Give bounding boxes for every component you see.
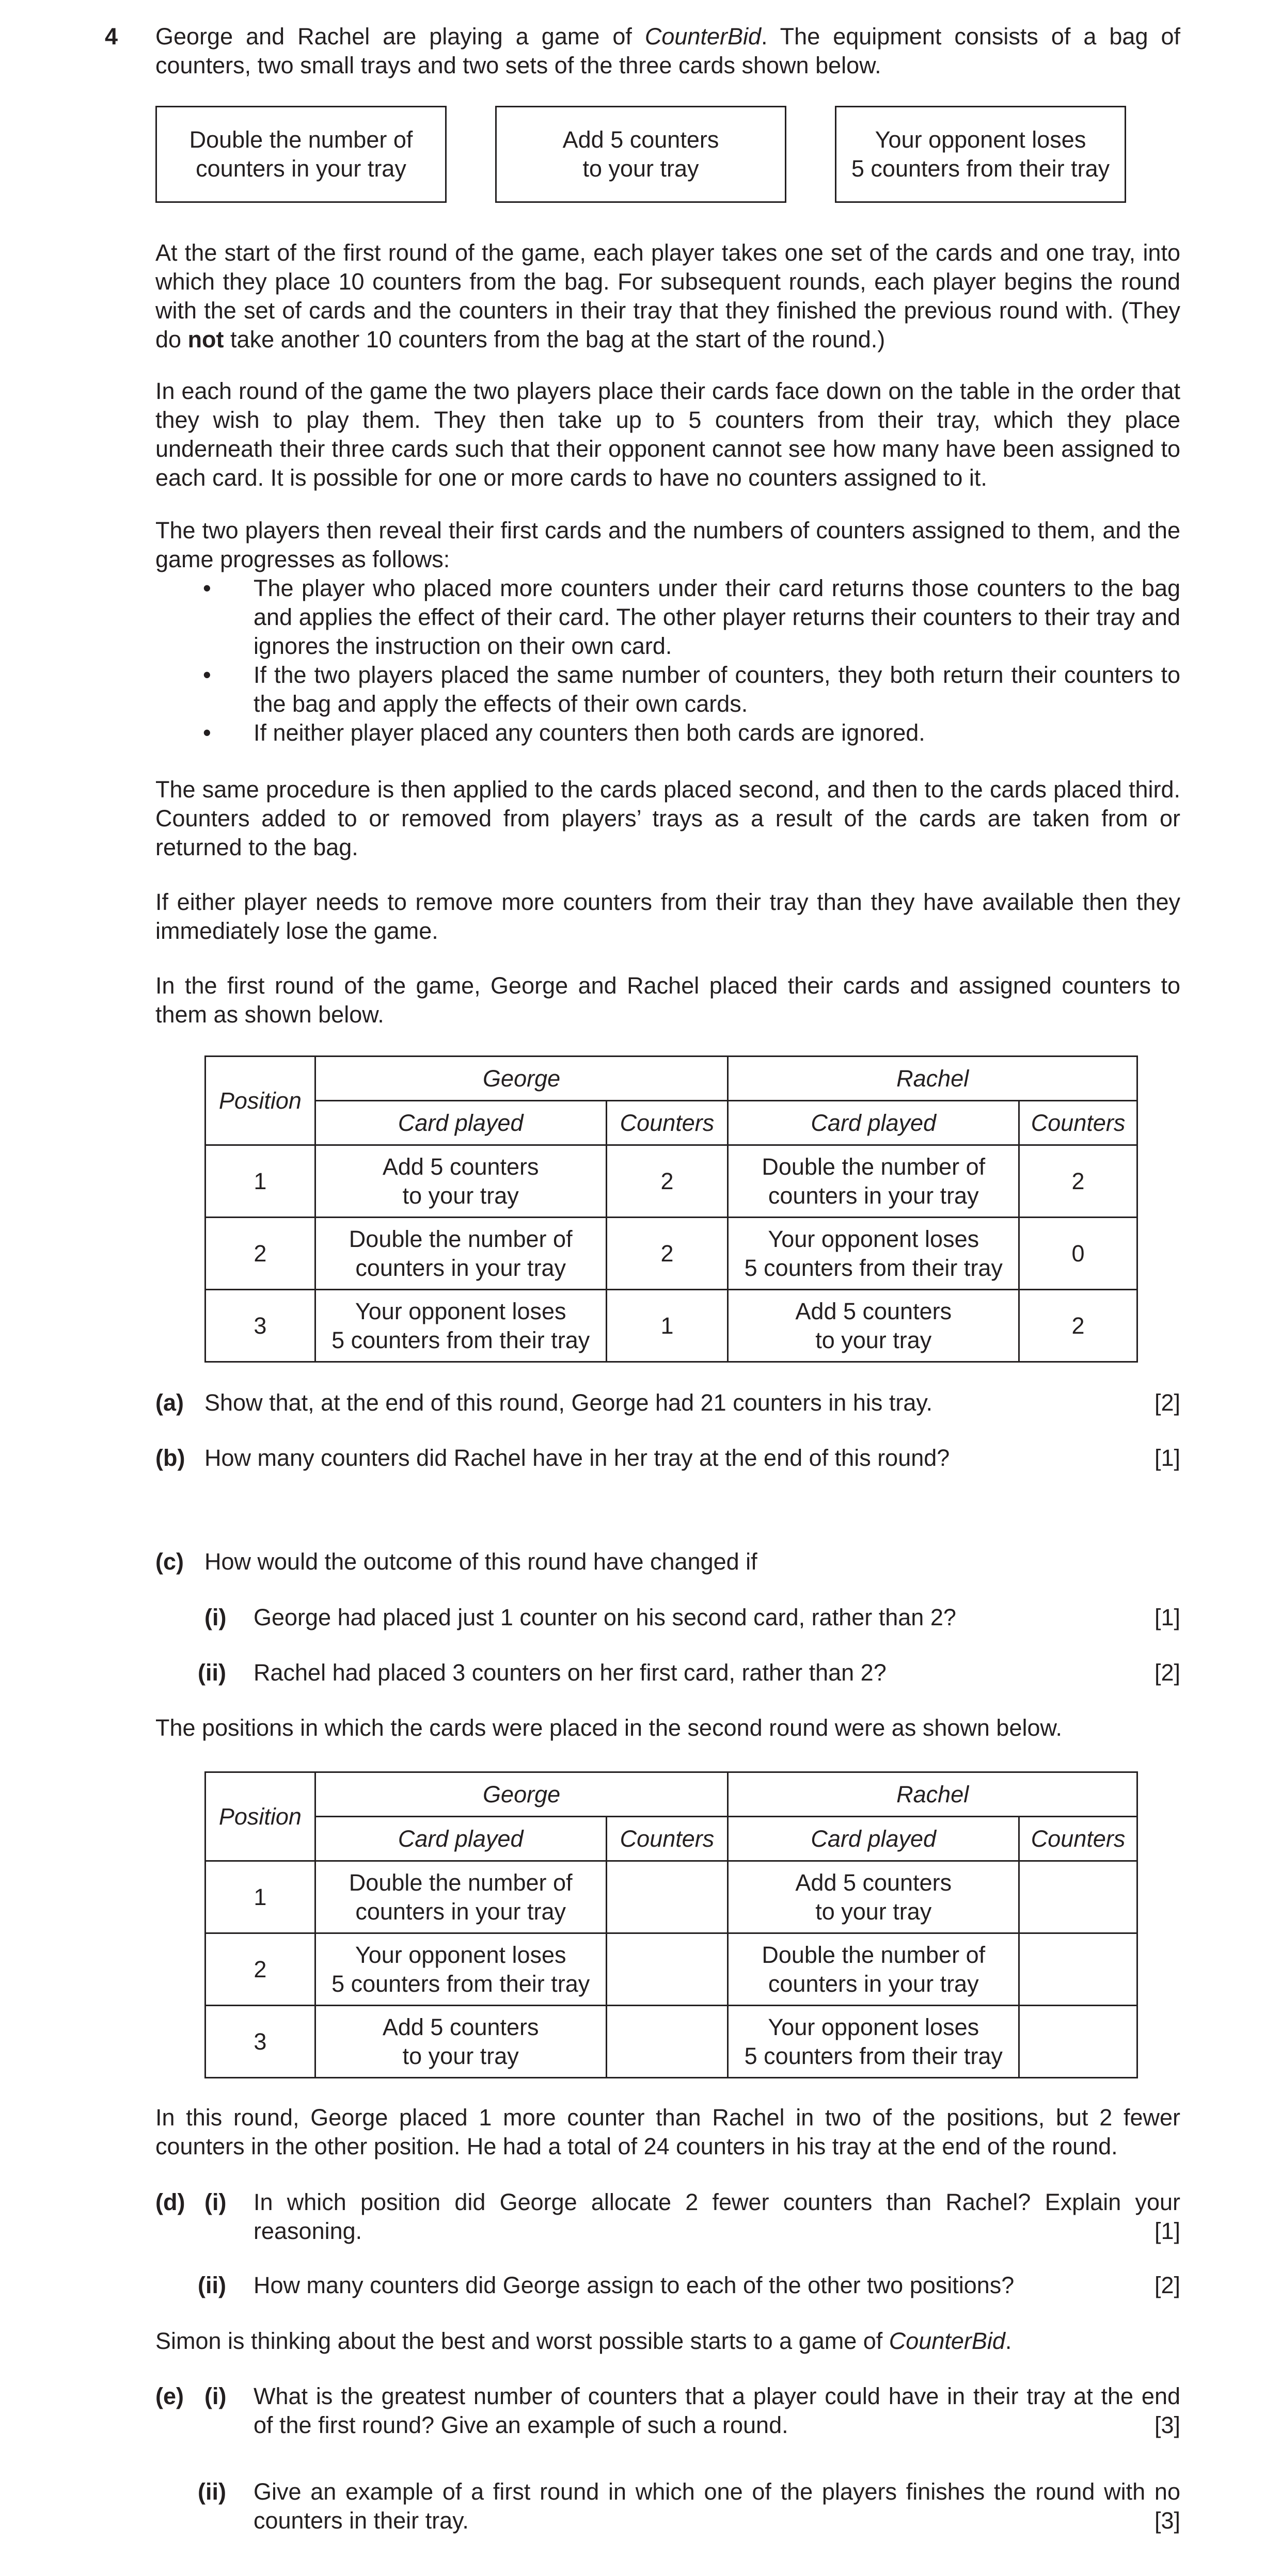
header-position: Position bbox=[205, 1772, 315, 1861]
rules-paragraph-5: If either player needs to remove more counters from their tray than they have available then they immediately lose the game. bbox=[155, 889, 1180, 944]
george-counters-cell bbox=[606, 1933, 728, 2006]
rachel-card-cell: Add 5 counters to your tray bbox=[728, 1861, 1019, 1933]
marks-label: [2] bbox=[1154, 1389, 1180, 1416]
position-cell: 1 bbox=[205, 1861, 315, 1933]
round-two-description: In this round, George placed 1 more counter than Rachel in two of the positions, but 2 fewer counters in the other position. He had a total of 24 counters in his tray at the end of the round. bbox=[155, 2104, 1180, 2159]
question-c: (c) How would the outcome of this round have changed if bbox=[155, 1548, 757, 1575]
table-row bbox=[205, 1218, 1137, 1290]
question-c-ii: (ii) Rachel had placed 3 counters on her first card, rather than 2? [2] bbox=[155, 1658, 1180, 1687]
marks-label: [3] bbox=[1154, 2412, 1180, 2438]
george-counters-cell: 1 bbox=[606, 1290, 728, 1362]
question-e-i: (e) (i) What is the greatest number of counters that a player could have in their tray at the end of the first round? Give an example of such a round. [3] bbox=[155, 2382, 1180, 2440]
header-counters: Counters bbox=[1019, 1101, 1137, 1145]
marks-label: [1] bbox=[1154, 1604, 1180, 1630]
intro-paragraph: George and Rachel are playing a game of CounterBid. The equipment consists of a bag of counters, two small trays and two sets of the three cards shown below. bbox=[155, 23, 1180, 78]
header-counters: Counters bbox=[606, 1817, 728, 1861]
card-add-five: Add 5 counters to your tray bbox=[495, 106, 786, 203]
rachel-counters-cell bbox=[1019, 1861, 1137, 1933]
header-george: George bbox=[315, 1772, 728, 1817]
round-two-table bbox=[204, 1771, 1138, 2078]
george-counters-cell: 2 bbox=[606, 1218, 728, 1290]
header-card-played: Card played bbox=[315, 1817, 606, 1861]
george-card-cell: Your opponent loses 5 counters from their tray bbox=[315, 1290, 606, 1362]
rachel-card-cell: Double the number of counters in your tray bbox=[728, 1145, 1019, 1218]
header-card-played: Card played bbox=[728, 1817, 1019, 1861]
round-one-table bbox=[204, 1055, 1138, 1363]
position-cell: 3 bbox=[205, 1290, 315, 1362]
george-card-cell: Add 5 counters to your tray bbox=[315, 2006, 606, 2078]
header-counters: Counters bbox=[1019, 1817, 1137, 1861]
george-card-cell: Double the number of counters in your tray bbox=[315, 1861, 606, 1933]
question-number: 4 bbox=[105, 23, 118, 50]
header-position: Position bbox=[205, 1057, 315, 1145]
george-card-cell: Add 5 counters to your tray bbox=[315, 1145, 606, 1218]
george-counters-cell bbox=[606, 1861, 728, 1933]
question-d-ii: (ii) How many counters did George assign to each of the other two positions? [2] bbox=[155, 2271, 1180, 2300]
rachel-counters-cell: 2 bbox=[1019, 1290, 1137, 1362]
marks-label: [1] bbox=[1154, 2218, 1180, 2244]
table-row bbox=[205, 1933, 1137, 2006]
question-c-i: (i) George had placed just 1 counter on his second card, rather than 2? [1] bbox=[155, 1603, 1180, 1632]
george-counters-cell: 2 bbox=[606, 1145, 728, 1218]
george-counters-cell bbox=[606, 2006, 728, 2078]
question-a: (a) Show that, at the end of this round, George had 21 counters in his tray. [2] bbox=[155, 1388, 1180, 1417]
position-cell: 3 bbox=[205, 2006, 315, 2078]
table-row bbox=[205, 2006, 1137, 2078]
header-rachel: Rachel bbox=[728, 1772, 1137, 1817]
marks-label: [2] bbox=[1154, 2272, 1180, 2298]
rules-paragraph-1: At the start of the first round of the game, each player takes one set of the cards and one tray, into which they place 10 counters from the bag. For subsequent rounds, each player begins the round with the set of cards and the counters in their tray that they finished the previous round with. (They do not take another 10 counters from the bag at the start of the round.) bbox=[155, 239, 1180, 353]
marks-label: [2] bbox=[1154, 1659, 1180, 1686]
position-cell: 2 bbox=[205, 1218, 315, 1290]
card-opponent-loses: Your opponent loses 5 counters from their tray bbox=[835, 106, 1126, 203]
game-name: CounterBid bbox=[889, 2328, 1005, 2354]
bullet-item: • If neither player placed any counters then both cards are ignored. bbox=[155, 718, 1180, 747]
round-two-intro: The positions in which the cards were placed in the second round were as shown below. bbox=[155, 1715, 1063, 1741]
rachel-counters-cell bbox=[1019, 2006, 1137, 2078]
header-card-played: Card played bbox=[728, 1101, 1019, 1145]
header-rachel: Rachel bbox=[728, 1057, 1137, 1101]
rachel-counters-cell bbox=[1019, 1933, 1137, 2006]
bullet-item: • If the two players placed the same number of counters, they both return their counters to the bag and apply the effects of their own cards. bbox=[155, 661, 1180, 718]
rules-paragraph-4: The same procedure is then applied to the cards placed second, and then to the cards placed third. Counters added to or removed from players’ trays as a result of the cards are taken from or returned to the bag. bbox=[155, 776, 1180, 860]
header-george: George bbox=[315, 1057, 728, 1101]
rachel-card-cell: Your opponent loses 5 counters from their tray bbox=[728, 1218, 1019, 1290]
rules-paragraph-2: In each round of the game the two players place their cards face down on the table in the order that they wish to play them. They then take up to 5 counters from their tray, which they place underneath their three cards such that their opponent cannot see how many have been assigned to each card. It is possible for one or more cards to have no counters assigned to it. bbox=[155, 378, 1180, 491]
question-d-i: (d) (i) In which position did George allocate 2 fewer counters than Rachel? Explain your reasoning. [1] bbox=[155, 2188, 1180, 2246]
header-counters: Counters bbox=[606, 1101, 728, 1145]
table-row bbox=[205, 1145, 1137, 1218]
game-name: CounterBid bbox=[644, 23, 762, 50]
rachel-counters-cell: 2 bbox=[1019, 1145, 1137, 1218]
marks-label: [1] bbox=[1154, 1445, 1180, 1471]
question-e-ii: (ii) Give an example of a first round in which one of the players finishes the round with no counters in their tray. [3] bbox=[155, 2477, 1180, 2535]
marks-label: [3] bbox=[1154, 2507, 1180, 2534]
table-row bbox=[205, 1861, 1137, 1933]
position-cell: 1 bbox=[205, 1145, 315, 1218]
rachel-counters-cell: 0 bbox=[1019, 1218, 1137, 1290]
header-card-played: Card played bbox=[315, 1101, 606, 1145]
rules-paragraph-3: The two players then reveal their first cards and the numbers of counters assigned to them, and the game progresses as follows: • The player who placed more counters under their card returns those counters to the bag and applies the effect of their card. The other player returns their counters to their tray and ignores the instruction on their own card. • If the two players placed the same number of counters, they both return their counters to the bag and apply the effects of their own cards. • If neither player placed any counters then both cards are ignored. bbox=[155, 516, 1180, 747]
card-set bbox=[155, 106, 1180, 204]
bullet-item: • The player who placed more counters under their card returns those counters to the bag and applies the effect of their card. The other player returns their counters to their tray and ignores the instruction on their own card. bbox=[155, 574, 1180, 661]
question-b: (b) How many counters did Rachel have in her tray at the end of this round? [1] bbox=[155, 1444, 1180, 1473]
position-cell: 2 bbox=[205, 1933, 315, 2006]
simon-paragraph: Simon is thinking about the best and worst possible starts to a game of CounterBid. bbox=[155, 2328, 1012, 2354]
rules-bullet-list bbox=[155, 574, 1180, 747]
card-double: Double the number of counters in your tray bbox=[155, 106, 447, 203]
george-card-cell: Double the number of counters in your tray bbox=[315, 1218, 606, 1290]
rachel-card-cell: Your opponent loses 5 counters from their tray bbox=[728, 2006, 1019, 2078]
rules-paragraph-6: In the first round of the game, George and Rachel placed their cards and assigned counters to them as shown below. bbox=[155, 972, 1180, 1028]
table-row bbox=[205, 1290, 1137, 1362]
george-card-cell: Your opponent loses 5 counters from their tray bbox=[315, 1933, 606, 2006]
rachel-card-cell: Add 5 counters to your tray bbox=[728, 1290, 1019, 1362]
rachel-card-cell: Double the number of counters in your tray bbox=[728, 1933, 1019, 2006]
